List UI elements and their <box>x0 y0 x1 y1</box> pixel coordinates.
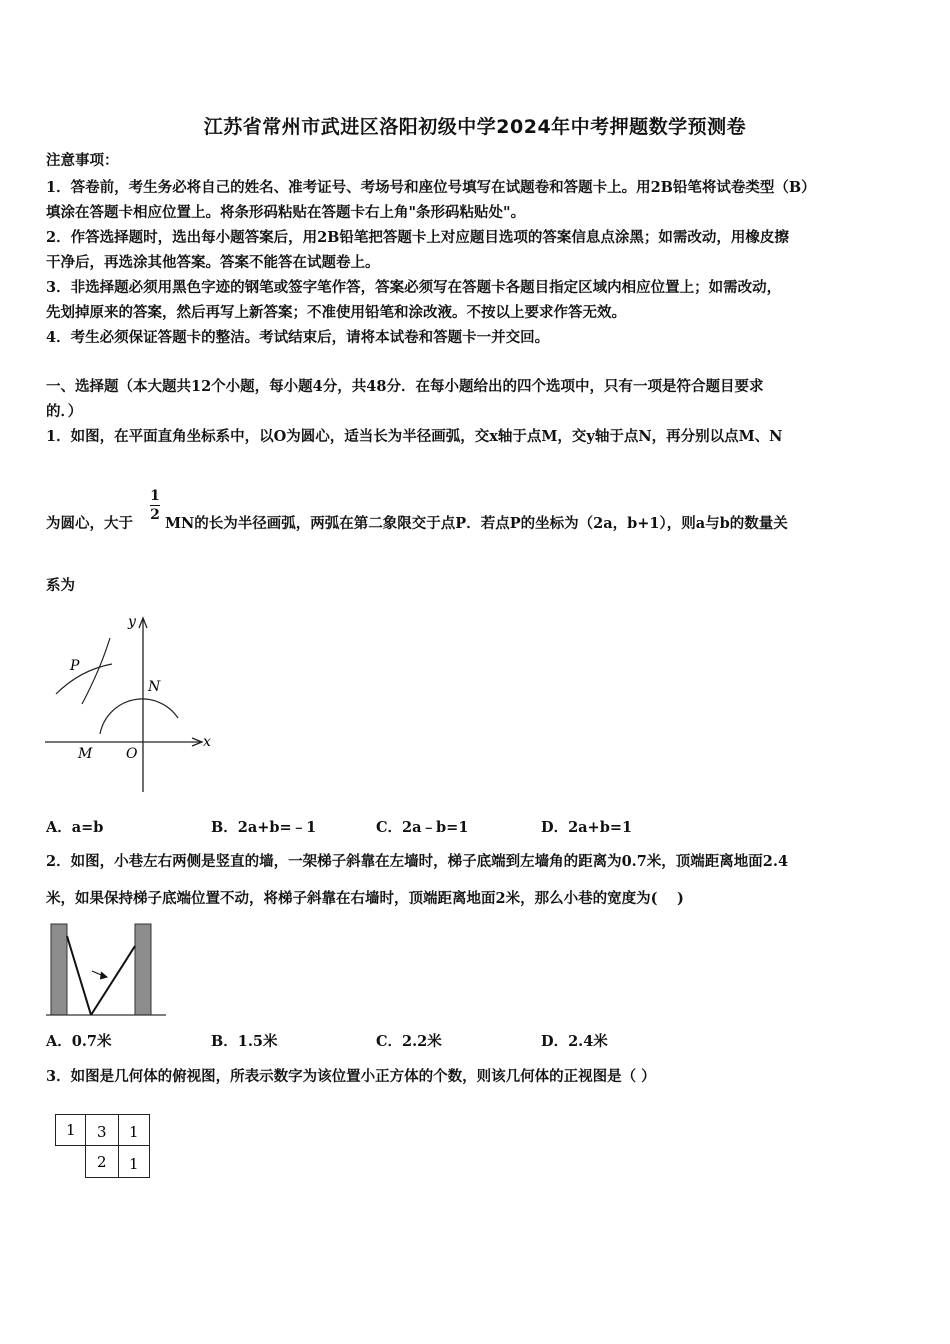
question-1-text: MN的长为半径画弧，两弧在第二象限交于点P．若点P的坐标为（2a，b+1），则a与b的数量关 <box>165 515 788 532</box>
grid-cell: 1 <box>129 1123 139 1141</box>
point-n-label: N <box>148 679 161 695</box>
grid-cell: 1 <box>66 1121 76 1139</box>
fraction-denominator: 2 <box>150 507 160 523</box>
ladder-left <box>67 936 91 1015</box>
section-heading: 一、选择题（本大题共12个小题，每小题4分，共48分．在每小题给出的四个选项中，只有一项是符合题目要求 <box>46 378 764 395</box>
grid-cell: 2 <box>97 1153 107 1171</box>
notice-line: 填涂在答题卡相应位置上。将条形码粘贴在答题卡右上角"条形码粘贴处"。 <box>46 204 526 221</box>
option-c[interactable]: C．2.2米 <box>376 1033 442 1050</box>
arc-from-m <box>82 638 110 704</box>
point-p-label: P <box>70 658 80 674</box>
point-m-label: M <box>78 746 93 762</box>
arc-from-n <box>56 664 112 694</box>
arc-center-o <box>100 699 178 734</box>
notice-line: 3．非选择题必须用黑色字迹的钢笔或签字笔作答，答案必须写在答题卡各题目指定区域内相应位置上；如需改动， <box>46 279 782 296</box>
question-2-text: 米，如果保持梯子底端位置不动，将梯子斜靠在右墙时，顶端距离地面2米，那么小巷的宽度为( ) <box>46 890 684 907</box>
grid-cell: 1 <box>129 1155 139 1173</box>
ladder-right <box>91 946 135 1015</box>
notice-line: 4．考生必须保证答题卡的整洁。考试结束后，请将本试卷和答题卡一并交回。 <box>46 329 550 346</box>
question-3-text: 3．如图是几何体的俯视图，所表示数字为该位置小正方体的个数，则该几何体的正视图是（ ） <box>46 1068 656 1085</box>
ladder-figure <box>44 922 169 1018</box>
option-a[interactable]: A．a=b <box>46 819 104 836</box>
page-title: 江苏省常州市武进区洛阳初级中学2024年中考押题数学预测卷 <box>203 116 747 138</box>
notice-line: 先划掉原来的答案，然后再写上新答案；不准使用铅笔和涂改液。不按以上要求作答无效。 <box>46 304 626 321</box>
question-1-text: 为圆心，大于 <box>46 515 133 532</box>
option-d[interactable]: D．2a+b=1 <box>541 819 633 836</box>
option-b[interactable]: B．2a+b=﹣1 <box>211 819 317 836</box>
notice-line: 1．答卷前，考生务必将自己的姓名、准考证号、考场号和座位号填写在试题卷和答题卡上。用2B铅笔将试卷类型（B） <box>46 179 816 196</box>
question-1-text: 1．如图，在平面直角坐标系中，以O为圆心，适当长为半径画弧，交x轴于点M，交y轴于点N，再分别以点M、N <box>46 428 783 445</box>
question-2-text: 2．如图，小巷左右两侧是竖直的墙，一架梯子斜靠在左墙时，梯子底端到左墙角的距离为0.7米，顶端距离地面2.4 <box>46 853 789 870</box>
grid-cell: 3 <box>97 1123 107 1141</box>
origin-label: O <box>126 746 138 762</box>
right-wall <box>135 924 151 1015</box>
fraction-one-half <box>150 488 160 523</box>
question-1-text: 系为 <box>46 577 75 594</box>
left-wall <box>51 924 67 1015</box>
notice-line: 干净后，再选涂其他答案。答案不能答在试题卷上。 <box>46 254 380 271</box>
option-d[interactable]: D．2.4米 <box>541 1033 608 1050</box>
notice-heading: 注意事项： <box>46 152 119 169</box>
option-b[interactable]: B．1.5米 <box>211 1033 278 1050</box>
notice-line: 2．作答选择题时，选出每小题答案后，用2B铅笔把答题卡上对应题目选项的答案信息点涂黑；如需改动，用橡皮擦 <box>46 229 789 246</box>
y-axis-label: y <box>128 614 136 630</box>
option-c[interactable]: C．2a﹣b=1 <box>376 819 469 836</box>
x-axis-label: x <box>203 734 211 750</box>
option-a[interactable]: A．0.7米 <box>46 1033 112 1050</box>
coordinate-figure <box>40 612 220 797</box>
top-view-grid <box>55 1114 155 1180</box>
section-heading-cont: 的．） <box>46 403 83 420</box>
fraction-numerator: 1 <box>150 488 160 504</box>
